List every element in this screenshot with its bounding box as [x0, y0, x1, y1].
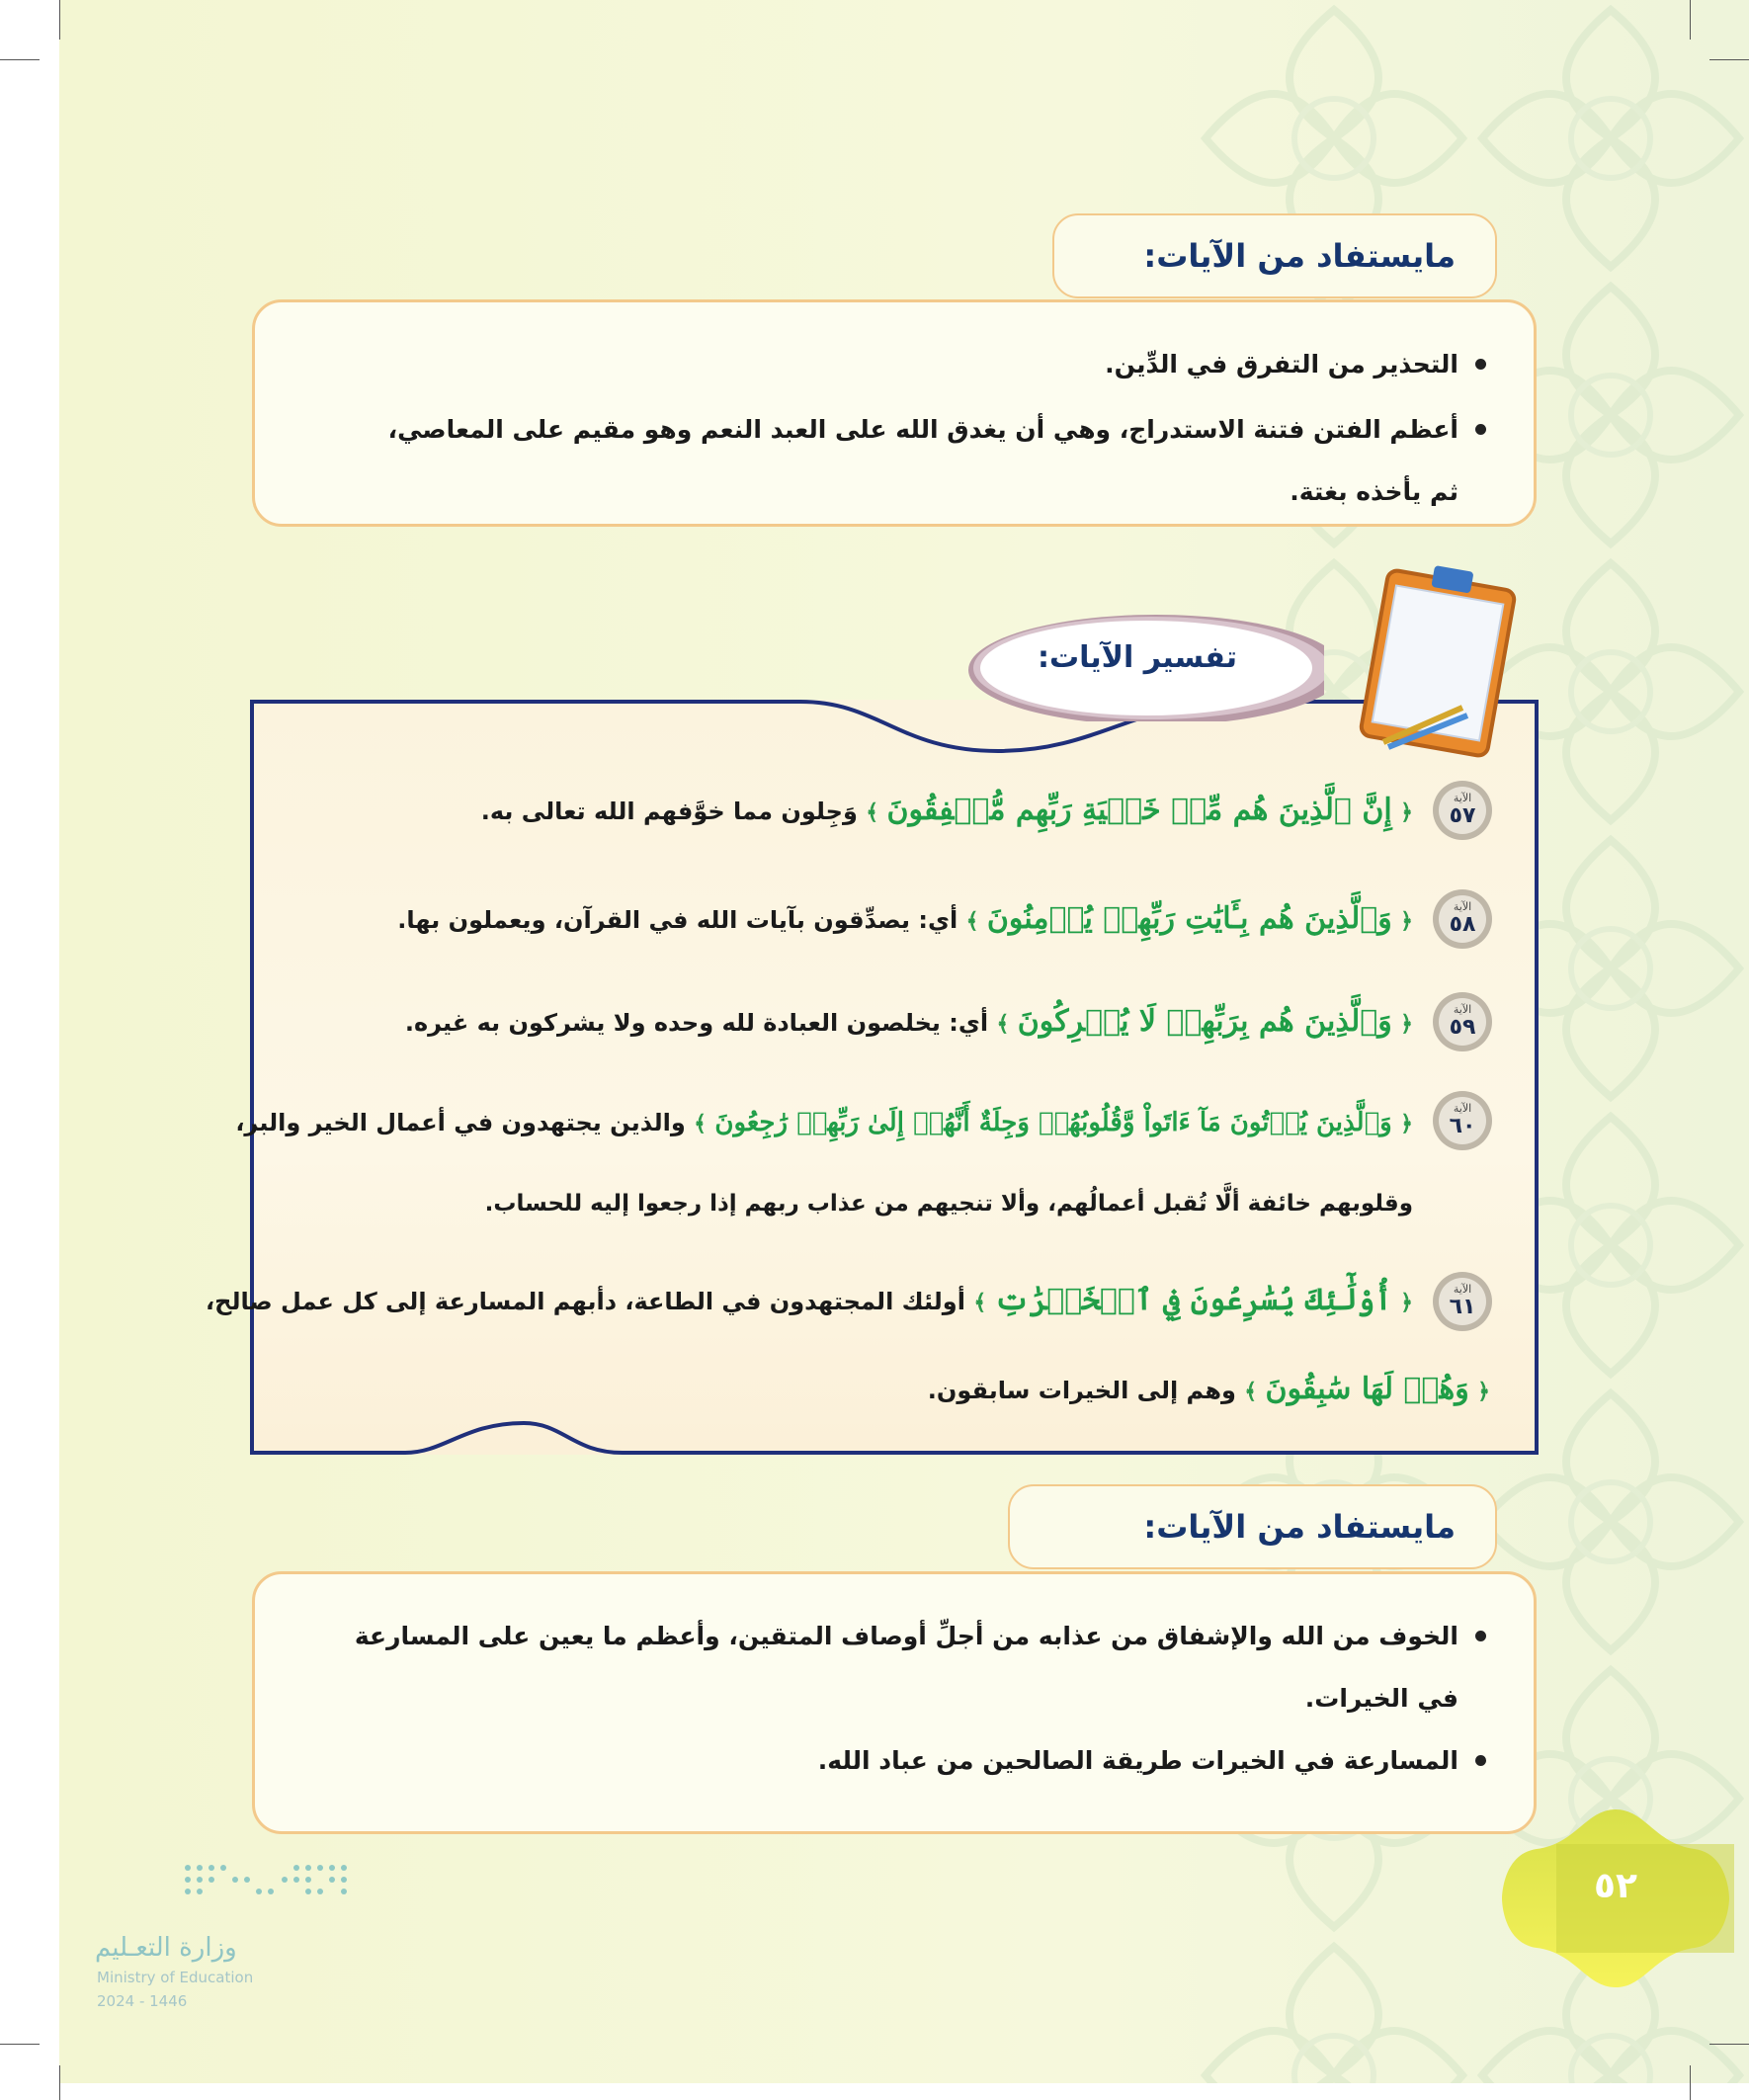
bullet-text: الخوف من الله والإشفاق من عذابه من أجلِّ أوصاف المتقين، وأعظم ما يعين على المسارعة [354, 1622, 1458, 1650]
verse-line-continued [928, 1370, 1490, 1412]
verse-number: ٥٧ [1449, 803, 1476, 828]
ministry-logo-icon [178, 1858, 356, 1907]
ministry-name-english: Ministry of Education [97, 1969, 254, 1986]
crop-mark [1709, 2044, 1749, 2045]
bullet-text: التحذير من التفرق في الدِّين. [1105, 350, 1458, 378]
ornament-close: ﴾ [694, 1112, 707, 1136]
crop-mark [1690, 0, 1691, 40]
tafsir-text: والذين يجتهدون في أعمال الخير والبر، [235, 1109, 686, 1136]
page-number: ٥٢ [1594, 1866, 1637, 1906]
ornament-open: ﴿ [1400, 1291, 1413, 1315]
bullet-text-continued: في الخيرات. [1304, 1684, 1458, 1713]
ornament-close: ﴾ [965, 909, 979, 934]
ornament-close: ﴾ [1244, 1380, 1258, 1404]
crop-mark [59, 2065, 60, 2100]
crop-mark [1690, 2065, 1691, 2100]
tafsir-text: وَجِلون مما خوَّفهم الله تعالى به. [480, 798, 858, 825]
benefits-box-1 [252, 299, 1537, 527]
ornament-close: ﴾ [996, 1012, 1010, 1037]
benefits-heading-1 [1052, 213, 1497, 298]
verse-number: ٥٩ [1449, 1015, 1476, 1040]
crop-mark [0, 59, 40, 60]
verse-number-badge [1431, 1270, 1494, 1333]
benefits-heading-text: مايستفاد من الآيات: [1143, 1508, 1456, 1546]
ministry-year: 2024 - 1446 [97, 1992, 188, 2010]
ornament-close: ﴾ [866, 800, 879, 825]
quran-text: وَٱلَّذِينَ يُؤۡتُونَ مَآ ءَاتَواْ وَّقُلُوبُهُمۡ وَجِلَةٌ أَنَّهُمۡ إِلَىٰ رَبِّهِمۡ رَٰجِعُونَ [714, 1108, 1392, 1137]
verse-label: الآية [1453, 1102, 1472, 1115]
quran-text: أُوْلَٰٓئِكَ يُسَٰرِعُونَ فِي ٱلۡخَيۡرَٰتِ [994, 1283, 1392, 1317]
clipboard-icon [1344, 549, 1522, 767]
bullet-item [314, 397, 1486, 522]
quran-text: وَٱلَّذِينَ هُم بِـَٔايَٰتِ رَبِّهِمۡ يُؤۡمِنُونَ [986, 901, 1392, 936]
ornament-open: ﴿ [1400, 1012, 1413, 1037]
bullet-item [314, 1604, 1486, 1728]
verse-number-badge [1431, 990, 1494, 1053]
verse-line [481, 791, 1413, 833]
crop-mark [0, 2044, 40, 2045]
benefits-box-2 [252, 1571, 1537, 1834]
verse-label: الآية [1453, 792, 1472, 804]
tafsir-text: أي: يصدِّقون بآيات الله في القرآن، ويعملون بها. [397, 906, 958, 934]
ornament-close: ﴾ [973, 1291, 987, 1315]
ornament-open: ﴿ [1400, 1112, 1413, 1136]
ornament-open: ﴿ [1400, 909, 1413, 934]
quran-text: وَٱلَّذِينَ هُم بِرَبِّهِمۡ لَا يُشۡرِكُونَ [1017, 1004, 1392, 1039]
tafsir-title: تفسير الآيات: [1038, 640, 1238, 675]
benefits-heading-text: مايستفاد من الآيات: [1143, 237, 1456, 275]
ministry-name-arabic: وزارة التعـليم [95, 1933, 237, 1963]
verse-number-badge [1431, 1089, 1494, 1152]
verse-line [397, 899, 1413, 942]
crop-mark [1709, 59, 1749, 60]
tafsir-text: وقلوبهم خائفة ألَّا تُقبل أعمالُهم، وألا تنجيهم من عذاب ربهم إذا رجعوا إليه للحساب. [484, 1191, 1413, 1217]
bullet-item [314, 332, 1486, 397]
tafsir-text: أولئك المجتهدون في الطاعة، دأبهم المسارعة إلى كل عمل صالح، [206, 1288, 965, 1315]
verse-label: الآية [1453, 900, 1472, 913]
tafsir-text: أي: يخلصون العبادة لله وحده ولا يشركون به غيره. [404, 1009, 989, 1037]
verse-line [235, 1103, 1413, 1144]
verse-number: ٦١ [1449, 1295, 1476, 1319]
ornament-open: ﴿ [1400, 800, 1413, 825]
tafsir-text: وهم إلى الخيرات سابقون. [927, 1377, 1236, 1404]
bullet-text: المسارعة في الخيرات طريقة الصالحين من عباد الله. [817, 1746, 1458, 1775]
verse-line [206, 1281, 1413, 1323]
quran-text: وَهُمۡ لَهَا سَٰبِقُونَ [1265, 1372, 1469, 1406]
ornament-open: ﴿ [1477, 1380, 1490, 1404]
bullet-text: أعظم الفتن فتنة الاستدراج، وهي أن يغدق الله على العبد النعم وهو مقيم على المعاصي، [387, 415, 1458, 444]
bullet-item [314, 1728, 1486, 1794]
crop-mark [59, 0, 60, 40]
verse-number: ٥٨ [1449, 912, 1476, 937]
bullet-text-continued: ثم يأخذه بغتة. [1290, 477, 1458, 506]
verse-line [405, 1002, 1413, 1045]
verse-number: ٦٠ [1449, 1114, 1476, 1138]
verse-label: الآية [1453, 1283, 1472, 1296]
benefits-heading-2 [1008, 1484, 1497, 1569]
verse-number-badge [1431, 779, 1494, 842]
verse-label: الآية [1453, 1003, 1472, 1016]
verse-line-continued [485, 1184, 1413, 1223]
verse-number-badge [1431, 887, 1494, 951]
quran-text: إِنَّ ٱلَّذِينَ هُم مِّنۡ خَشۡيَةِ رَبِّهِم مُّشۡفِقُونَ [886, 793, 1392, 827]
